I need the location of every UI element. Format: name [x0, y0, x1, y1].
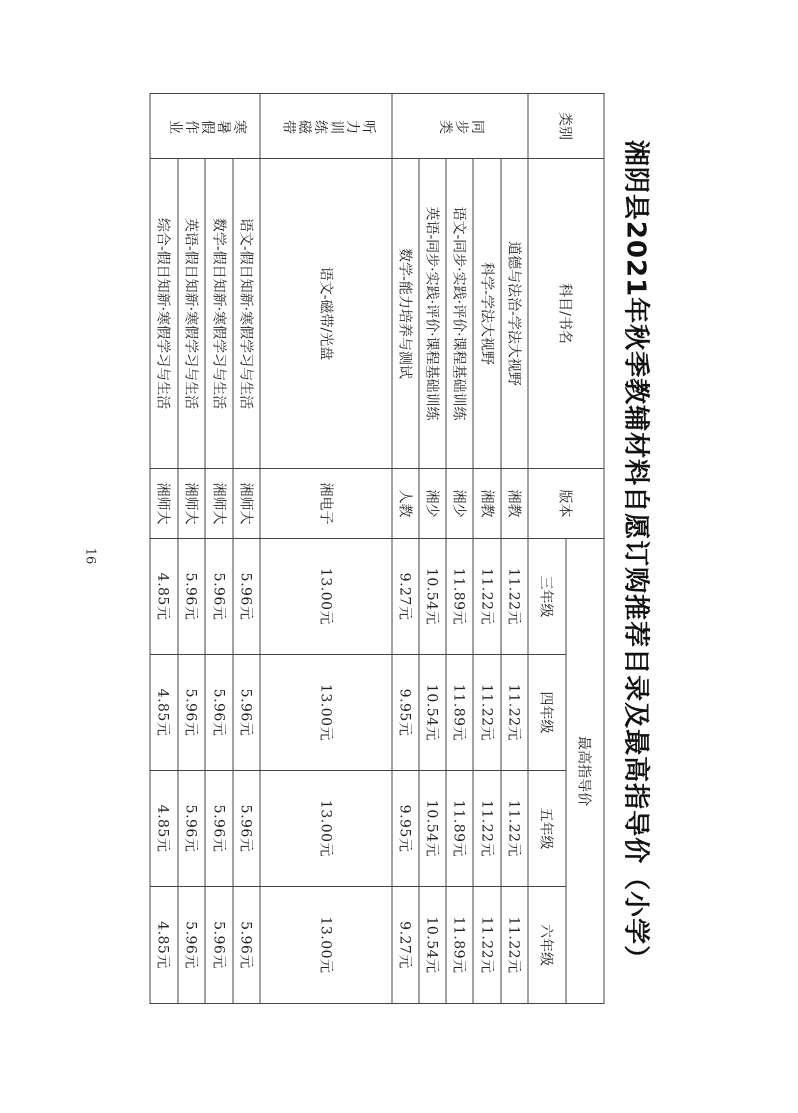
price-cell: 11.22元 — [501, 539, 528, 655]
price-cell: 9.27元 — [392, 887, 419, 1004]
price-cell: 4.85元 — [150, 539, 178, 655]
table-row — [150, 94, 178, 1004]
price-cell: 11.89元 — [446, 887, 473, 1004]
edition-cell: 湘少 — [446, 469, 473, 539]
category-label: 寒暑假作业 — [167, 118, 248, 134]
price-cell: 9.27元 — [392, 539, 419, 655]
edition-cell: 湘教 — [473, 469, 500, 539]
edition-cell: 湘师大 — [150, 469, 178, 539]
header-grade-6: 六年级 — [528, 887, 566, 1004]
table-row — [473, 94, 500, 1004]
edition-cell: 湘少 — [419, 469, 446, 539]
price-cell: 5.96元 — [205, 887, 233, 1004]
title-cell: 语文-假日知新·寒假学习与生活 — [233, 159, 261, 469]
price-cell: 13.00元 — [260, 539, 391, 655]
edition-cell: 湘师大 — [233, 469, 261, 539]
header-max-price: 最高指导价 — [566, 539, 604, 1004]
header-edition: 版本 — [528, 469, 604, 539]
price-cell: 13.00元 — [260, 771, 391, 887]
price-cell: 11.22元 — [473, 887, 500, 1004]
price-cell: 11.89元 — [446, 655, 473, 771]
header-grade-3: 三年级 — [528, 539, 566, 655]
price-cell: 13.00元 — [260, 887, 391, 1004]
table-row — [205, 94, 233, 1004]
price-cell: 9.95元 — [392, 655, 419, 771]
table-row — [501, 94, 528, 1004]
price-cell: 11.89元 — [446, 539, 473, 655]
title-cell: 语文-磁带/光盘 — [260, 159, 391, 469]
category-label: 同步类 — [437, 118, 486, 134]
price-cell: 5.96元 — [205, 539, 233, 655]
edition-cell: 人教 — [392, 469, 419, 539]
title-cell: 综合-假日知新·寒假学习与生活 — [150, 159, 178, 469]
price-cell: 5.96元 — [233, 771, 261, 887]
price-cell: 5.96元 — [205, 771, 233, 887]
price-cell: 11.22元 — [501, 771, 528, 887]
price-cell: 11.22元 — [473, 655, 500, 771]
price-cell: 10.54元 — [419, 539, 446, 655]
edition-cell: 湘师大 — [205, 469, 233, 539]
header-subject: 科目/书名 — [528, 159, 604, 469]
price-cell: 5.96元 — [233, 887, 261, 1004]
price-cell: 5.96元 — [178, 771, 206, 887]
title-cell: 科学-学法大视野 — [473, 159, 500, 469]
header-grade-5: 五年级 — [528, 771, 566, 887]
page-number: 16 — [82, 547, 98, 565]
title-cell: 道德与法治-学法大视野 — [501, 159, 528, 469]
category-label: 听力训练磁带 — [280, 118, 377, 134]
price-cell: 11.22元 — [473, 539, 500, 655]
price-cell: 10.54元 — [419, 771, 446, 887]
price-cell: 5.96元 — [178, 655, 206, 771]
price-cell: 10.54元 — [419, 887, 446, 1004]
title-cell: 数学-假日知新·寒假学习与生活 — [205, 159, 233, 469]
title-cell: 英语-假日知新·寒假学习与生活 — [178, 159, 206, 469]
edition-cell: 湘教 — [501, 469, 528, 539]
table-row — [233, 94, 261, 1004]
price-cell: 5.96元 — [233, 655, 261, 771]
price-cell: 5.96元 — [205, 655, 233, 771]
price-cell: 4.85元 — [150, 655, 178, 771]
table-row — [419, 94, 446, 1004]
title-cell: 英语-同步·实践·评价·课程基础训练 — [419, 159, 446, 469]
title-cell: 数学-能力培养与测试 — [392, 159, 419, 469]
title-cell: 语文-同步·实践·评价·课程基础训练 — [446, 159, 473, 469]
price-cell: 4.85元 — [150, 771, 178, 887]
price-cell: 11.22元 — [501, 655, 528, 771]
table-row — [260, 94, 391, 1004]
price-cell: 10.54元 — [419, 655, 446, 771]
table-row — [392, 94, 419, 1004]
table-row — [178, 94, 206, 1004]
price-cell: 5.96元 — [178, 539, 206, 655]
price-cell: 4.85元 — [150, 887, 178, 1004]
price-cell: 11.89元 — [446, 771, 473, 887]
price-cell: 13.00元 — [260, 655, 391, 771]
price-cell: 11.22元 — [501, 887, 528, 1004]
header-grade-4: 四年级 — [528, 655, 566, 771]
price-cell: 5.96元 — [178, 887, 206, 1004]
catalog-table-container — [150, 93, 605, 1003]
page-title: 湘阴县2021年秋季教辅材料自愿订购推荐目录及最高指导价（小学） — [620, 139, 651, 973]
price-cell: 9.95元 — [392, 771, 419, 887]
table-row — [446, 94, 473, 1004]
catalog-table — [150, 93, 605, 1004]
category-cell — [150, 94, 260, 159]
category-cell — [260, 94, 391, 159]
price-cell: 11.22元 — [473, 771, 500, 887]
category-cell — [392, 94, 528, 159]
header-category: 类别 — [528, 94, 604, 159]
edition-cell: 湘师大 — [178, 469, 206, 539]
price-cell: 5.96元 — [233, 539, 261, 655]
edition-cell: 湘电子 — [260, 469, 391, 539]
